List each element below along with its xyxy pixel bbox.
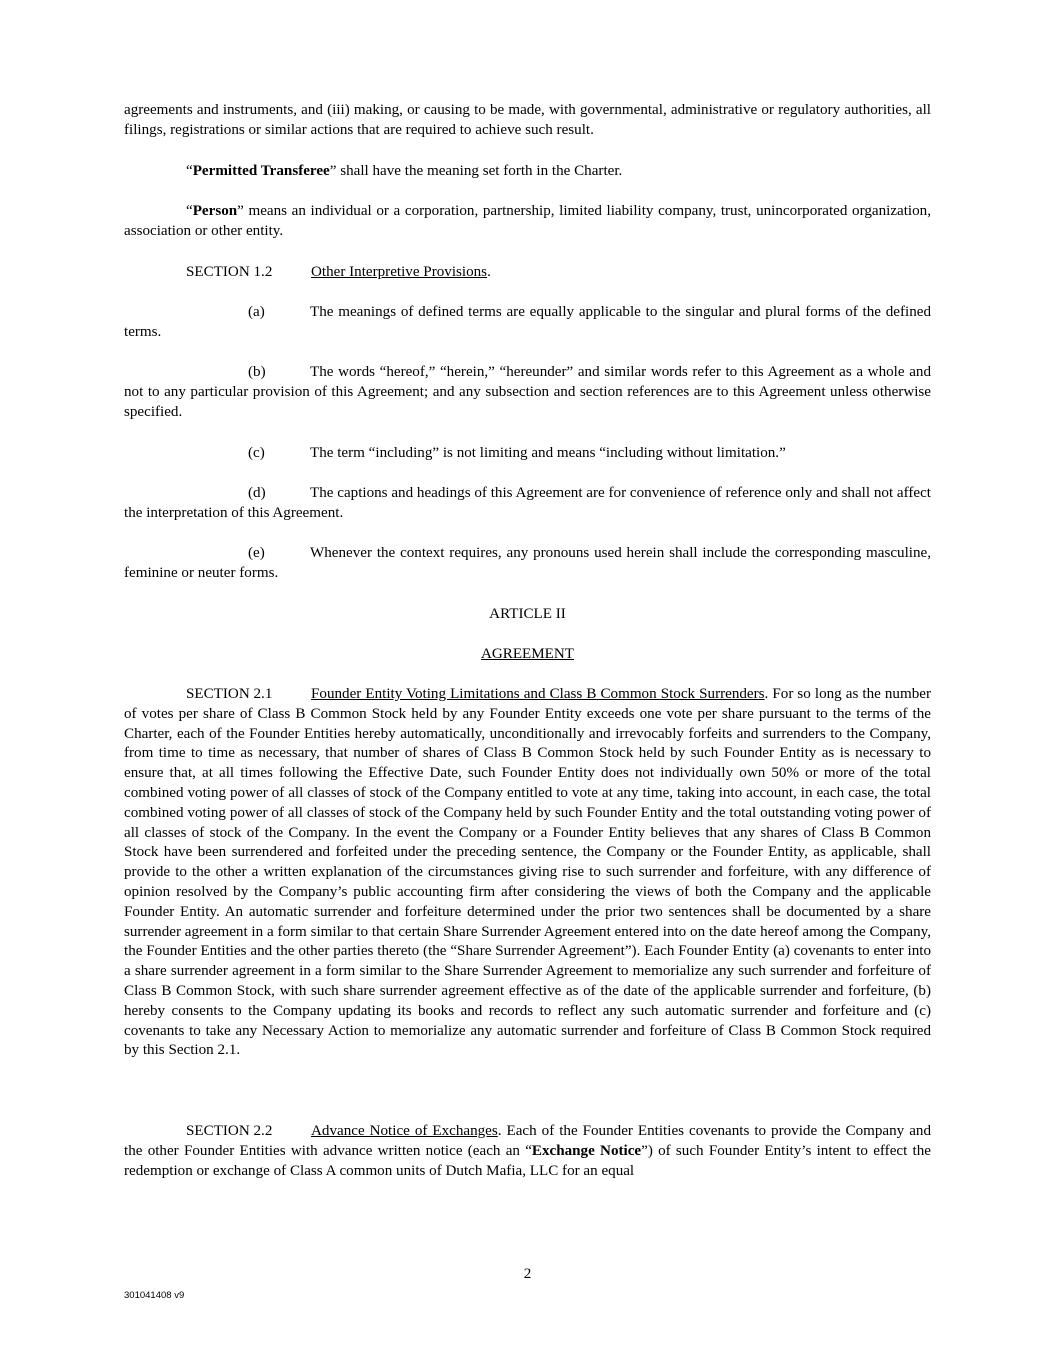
subsection-c: (c) The term “including” is not limiting and means “including without limitation.”: [124, 444, 931, 464]
article-title-wrap: [124, 645, 931, 665]
section-body: . For so long as the number of votes per share of Class B Common Stock held by any Founder Entity exceeds one vote per share pursuant to the terms of the Charter, each of the Founder Entities hereby automatically, unconditionally and irrevocably forfeits and surrenders to the Company, from time to time as necessary, that number of shares of Class B Common Stock held by such Founder Entity as is necessary to ensure that, at all times following the Effective Date, such Founder Entity does not individually own 50% or more of the total combined voting power of all classes of stock of the Company entitled to vote at any time, taking into account, in each case, the total combined voting power of all classes of stock of the Company held by such Founder Entity and the total outstanding voting power of all classes of stock of the Company. In the event the Company or a Founder Entity believes that any shares of Class B Common Stock have been surrendered and forfeited under the preceding sentence, the Company or the Founder Entity, as applicable, shall provide to the other a written explanation of the circumstances giving rise to such surrender and forfeiture, with any difference of opinion resolved by the Company’s public accounting firm after considering the views of both the Company and the applicable Founder Entity. An automatic surrender and forfeiture determined under the prior two sentences shall be documented by a share surrender agreement in a form similar to that certain Share Surrender Agreement entered into on the date hereof among the Company, the Founder Entities and the other parties thereto (the “Share Surrender Agreement”). Each Founder Entity (a) covenants to enter into a share surrender agreement in a form similar to the Share Surrender Agreement to memorialize any such surrender and forfeiture of Class B Common Stock, with such share surrender agreement effective as of the date of the applicable surrender and forfeiture, (b) hereby consents to the Company updating its books and records to reflect any such automatic surrender and forfeiture and (c) covenants to take any Necessary Action to memorialize any automatic surrender and forfeiture of Class B Common Stock required by this Section 2.1.: [124, 686, 931, 1059]
subsection-label: (e): [248, 545, 265, 561]
subsection-b: (b) The words “hereof,” “herein,” “hereunder” and similar words refer to this Agreement as a whole and not to any particular provision of this Agreement; and any subsection and section references are to this Agreement unless otherwise specified.: [124, 364, 931, 420]
document-id: 301041408 v9: [124, 1290, 185, 1301]
definition-permitted-transferee: “Permitted Transferee” shall have the meaning set forth in the Charter.: [186, 163, 623, 179]
defined-term: Exchange Notice: [531, 1142, 642, 1159]
section-1-2-heading: SECTION 1.2 Other Interpretive Provisions.: [124, 263, 931, 283]
article-number: ARTICLE II: [489, 606, 566, 622]
section-2-2: SECTION 2.2 Advance Notice of Exchanges. Each of the Founder Entities covenants to provide the Company and the other Founder Entities with advance written notice (each an “Exchange Notice”) of such Founder Entity’s intent to effect the redemption or exchange of Class A common units of Dutch Mafia, LLC for an equal: [124, 1123, 931, 1179]
article-title: AGREEMENT: [480, 646, 575, 662]
definition-person: “Person” means an individual or a corporation, partnership, limited liability company, trust, unincorporated organization, association or other entity.: [124, 203, 931, 239]
section-title: Founder Entity Voting Limitations and Class B Common Stock Surrenders: [311, 686, 765, 702]
subsection-label: (d): [248, 485, 266, 501]
subsection-label: (a): [248, 304, 265, 320]
paragraph-continuation: agreements and instruments, and (iii) making, or causing to be made, with governmental, administrative or regulatory authorities, all filings, registrations or similar actions that are required to achieve such result.: [124, 102, 931, 138]
subsection-a: (a) The meanings of defined terms are equally applicable to the singular and plural forms of the defined terms.: [124, 304, 931, 340]
section-number: SECTION 2.2: [186, 1123, 273, 1139]
subsection-label: (b): [248, 364, 266, 380]
section-title: Other Interpretive Provisions: [311, 264, 488, 280]
page-number: 2: [523, 1266, 532, 1282]
section-number: SECTION 2.1: [186, 686, 273, 702]
section-title: Advance Notice of Exchanges: [311, 1123, 498, 1139]
section-2-1: [124, 685, 931, 1061]
subsection-d: (d) The captions and headings of this Agreement are for convenience of reference only and shall not affect the interpretation of this Agreement.: [124, 485, 931, 521]
defined-term: Permitted Transferee: [192, 163, 330, 179]
subsection-label: (c): [248, 445, 265, 461]
defined-term: Person: [192, 203, 238, 219]
subsection-e: (e) Whenever the context requires, any pronouns used herein shall include the corresponding masculine, feminine or neuter forms.: [124, 545, 931, 581]
section-number: SECTION 1.2: [186, 264, 273, 280]
